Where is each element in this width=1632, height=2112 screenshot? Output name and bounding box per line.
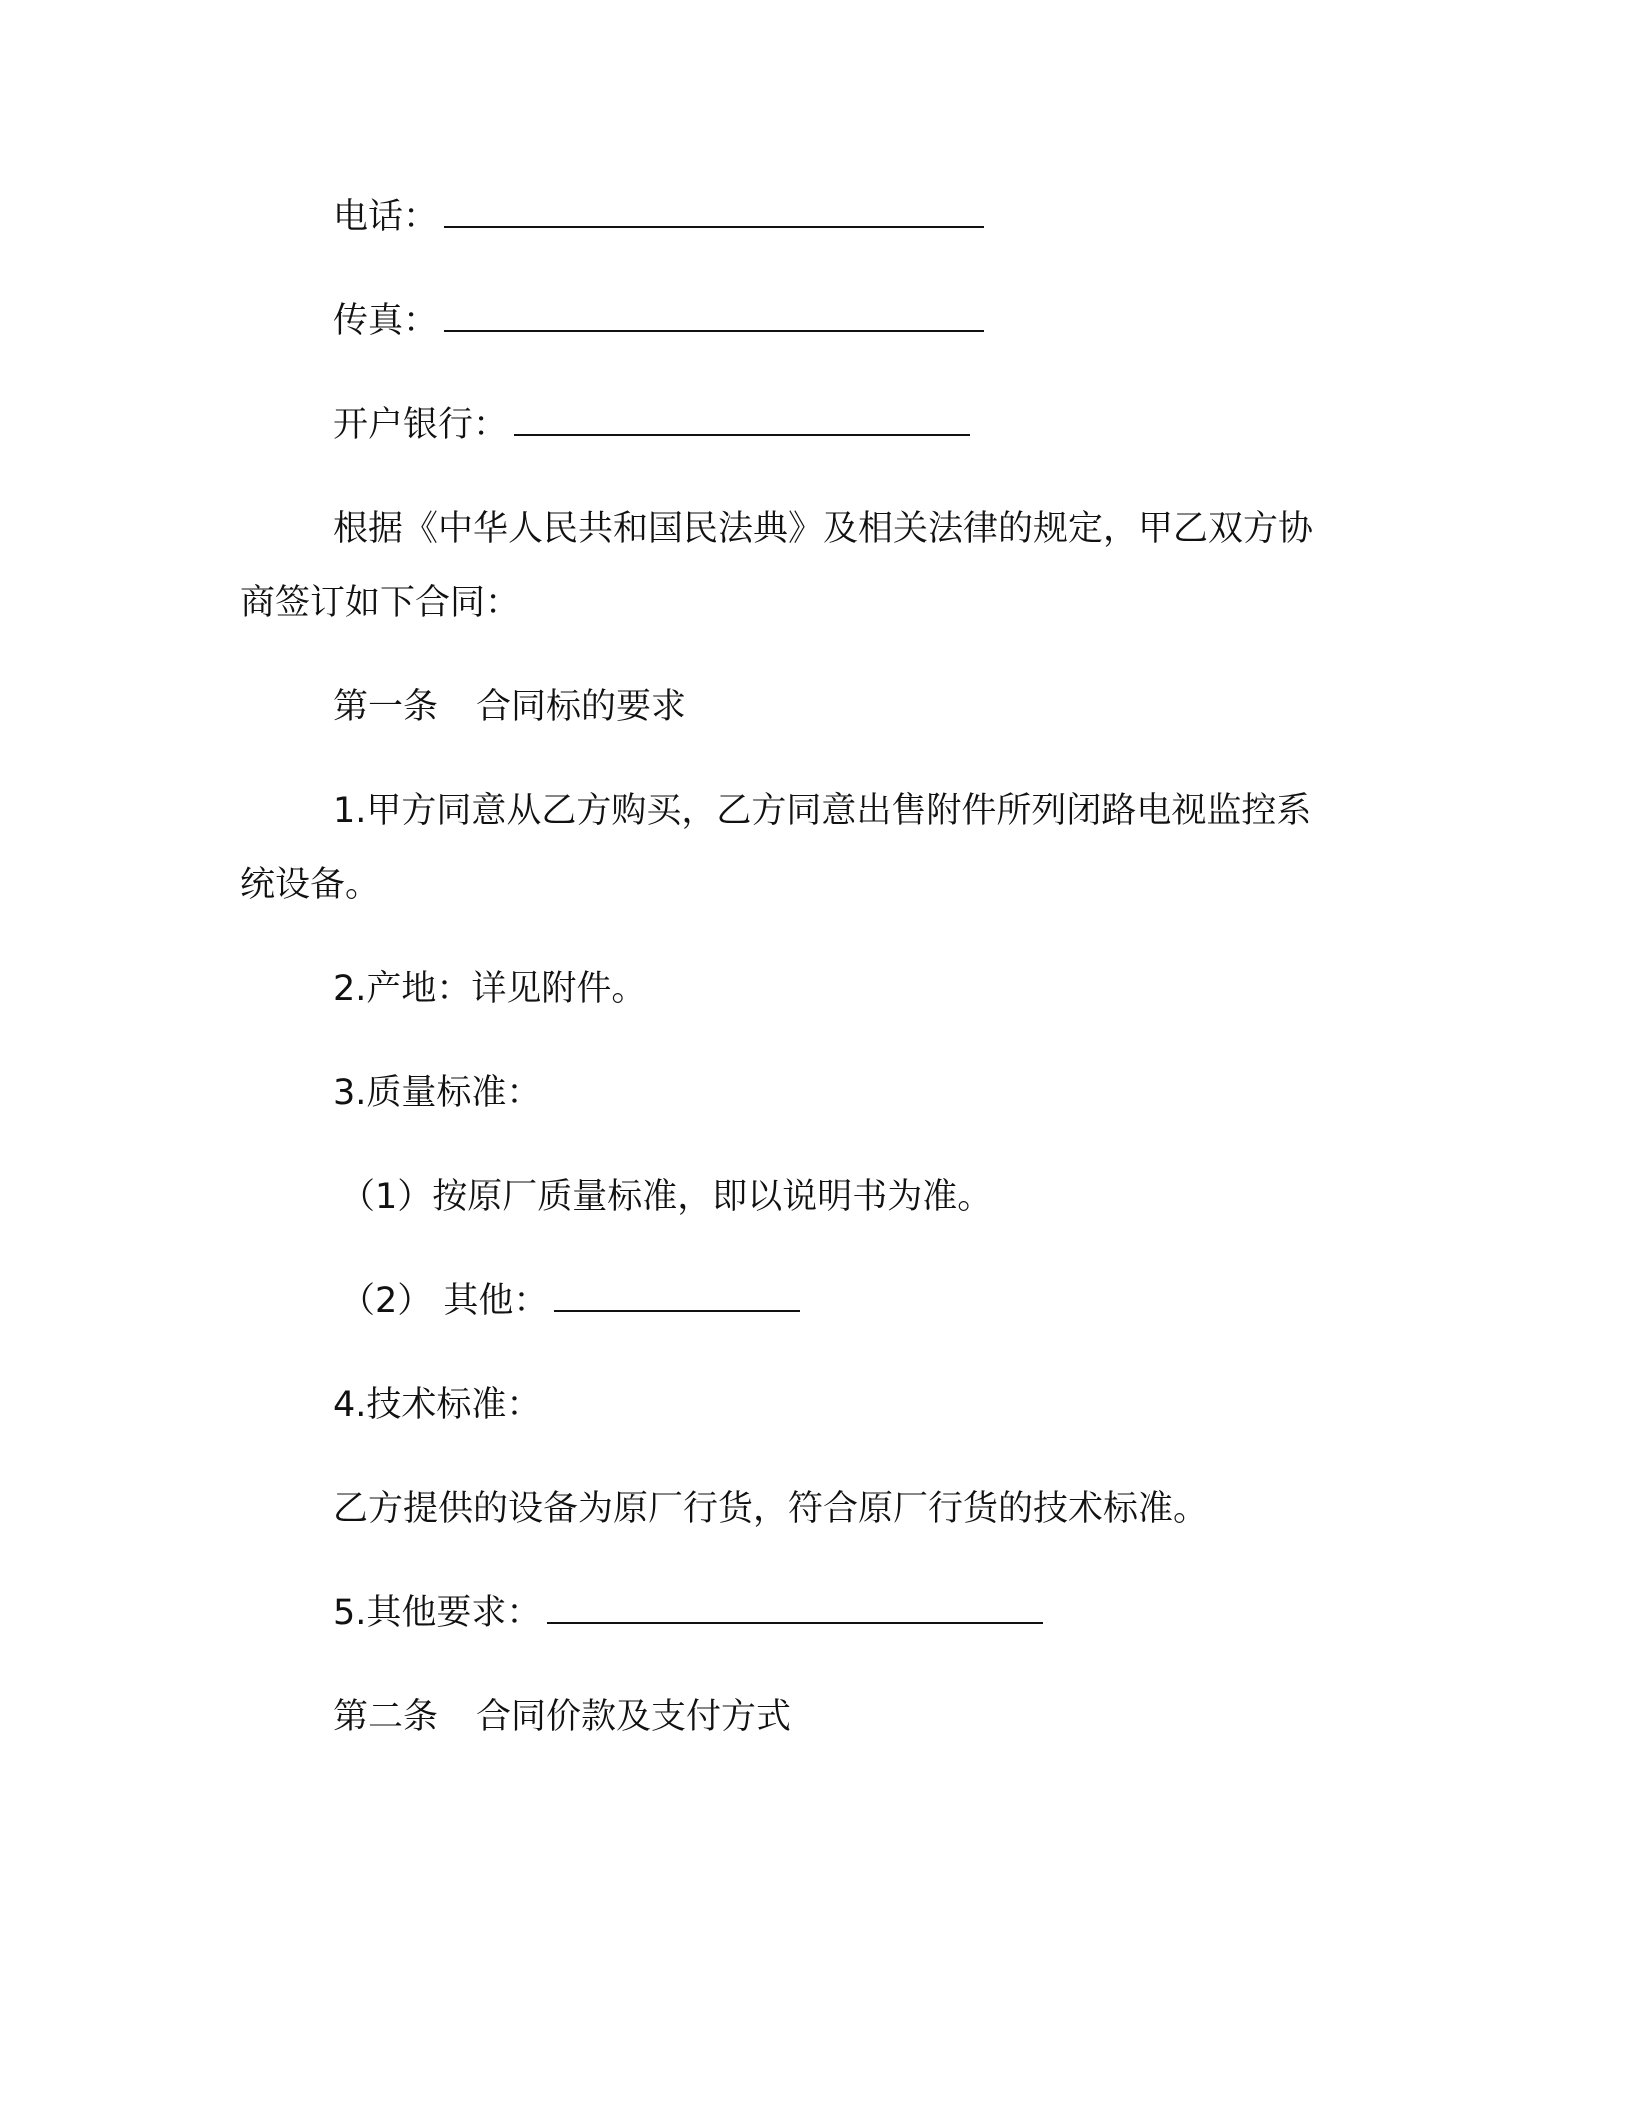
preamble-line-2: 商签订如下合同： — [240, 583, 521, 623]
fax-blank — [444, 284, 984, 332]
preamble-line-1: 根据《中华人民共和国民法典》及相关法律的规定，甲乙双方协 — [333, 509, 1314, 549]
article1-item3-sub1: （1）按原厂质量标准，即以说明书为准。 — [340, 1177, 993, 1217]
fax-field-line — [333, 284, 1483, 358]
bank-field-line — [333, 388, 1483, 462]
bank-blank — [514, 388, 970, 436]
item3-sub2-label: （2） 其他： — [340, 1281, 549, 1321]
article1-item2: 2.产地：详见附件。 — [333, 969, 647, 1009]
bank-label: 开户银行： — [333, 405, 509, 445]
article2-heading — [333, 1680, 1483, 1754]
article1-item1-line-1: 1.甲方同意从乙方购买，乙方同意出售附件所列闭路电视监控系 — [333, 791, 1312, 831]
article1-item3-sub2 — [340, 1264, 1490, 1338]
article1-item1-line-2: 统设备。 — [240, 865, 381, 905]
article1-item4-text: 乙方提供的设备为原厂行货，符合原厂行货的技术标准。 — [333, 1489, 1209, 1529]
article1-number: 第一条 — [333, 687, 439, 727]
fax-label: 传真： — [333, 301, 439, 341]
article1-title: 合同标的要求 — [476, 687, 687, 727]
phone-blank — [444, 180, 984, 228]
article2-title: 合同价款及支付方式 — [476, 1697, 792, 1737]
phone-field-line — [333, 180, 1483, 254]
article1-item3: 3.质量标准： — [333, 1073, 542, 1113]
article1-item4: 4.技术标准： — [333, 1385, 542, 1425]
article1-heading — [333, 670, 1483, 744]
item5-label: 5.其他要求： — [333, 1593, 542, 1633]
phone-label: 电话： — [333, 197, 439, 237]
article1-item5 — [333, 1576, 1483, 1650]
item3-sub2-blank — [554, 1264, 800, 1312]
item5-blank — [547, 1576, 1043, 1624]
article2-number: 第二条 — [333, 1697, 439, 1737]
